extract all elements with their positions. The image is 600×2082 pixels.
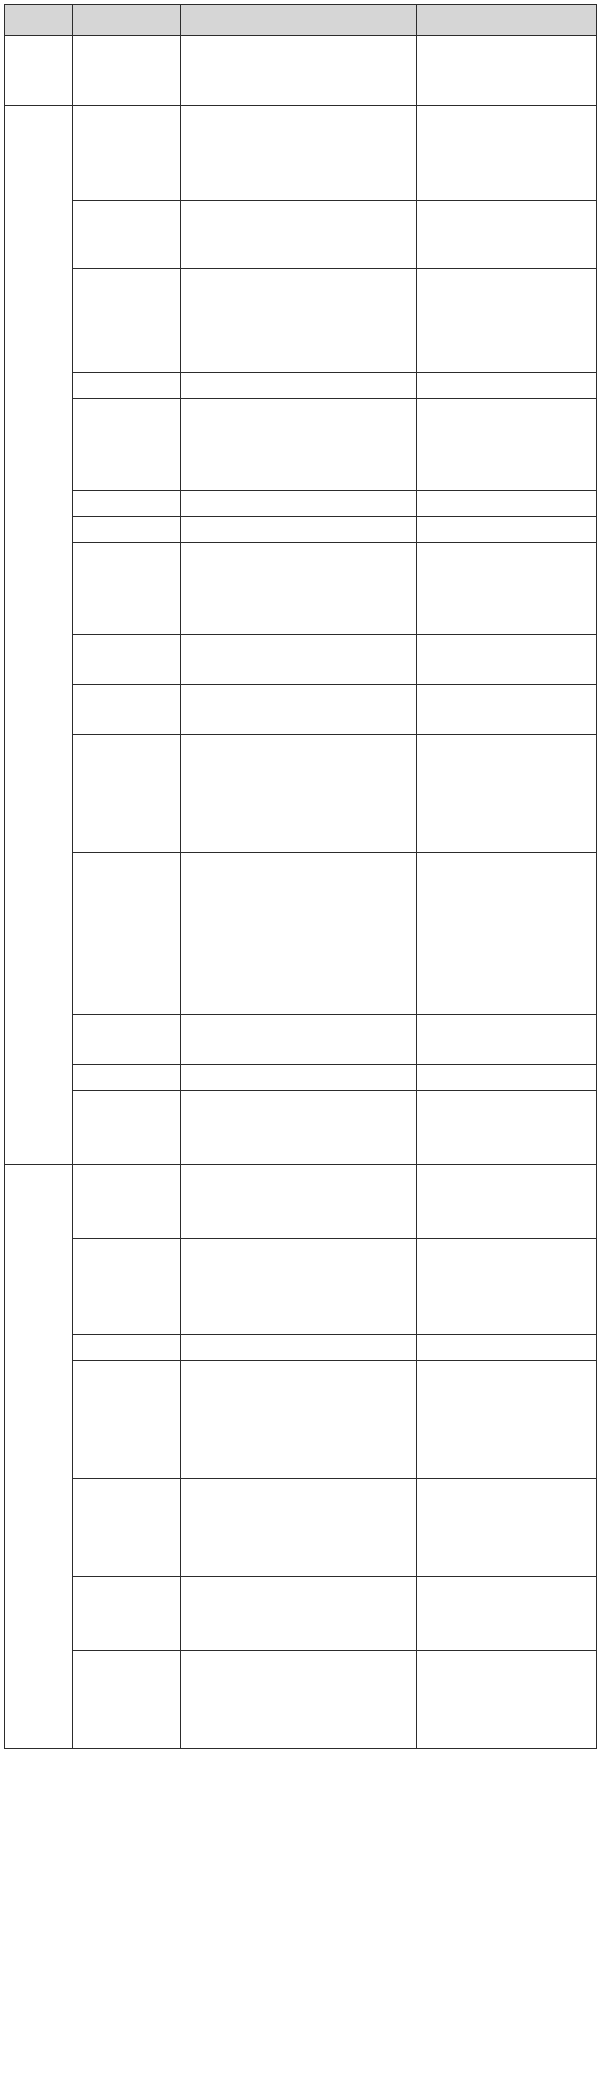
guest-cell [417, 373, 597, 399]
date-cell [5, 1165, 73, 1749]
guest-cell [417, 635, 597, 685]
table-row [5, 1335, 597, 1361]
time-cell [73, 1577, 181, 1651]
table-row [5, 685, 597, 735]
header-content [181, 5, 417, 36]
guest-cell [417, 1361, 597, 1479]
time-cell [73, 735, 181, 853]
guest-cell [417, 491, 597, 517]
guest-cell [417, 201, 597, 269]
content-cell [181, 635, 417, 685]
guest-cell [417, 1165, 597, 1239]
time-cell [73, 685, 181, 735]
time-cell [73, 1065, 181, 1091]
table-row [5, 735, 597, 853]
content-cell [181, 491, 417, 517]
time-cell [73, 1165, 181, 1239]
guest-cell [417, 735, 597, 853]
header-date [5, 5, 73, 36]
table-row [5, 1479, 597, 1577]
content-cell [181, 36, 417, 106]
content-cell [181, 269, 417, 373]
content-cell [181, 1239, 417, 1335]
content-cell [181, 106, 417, 201]
time-cell [73, 1239, 181, 1335]
date-cell [5, 36, 73, 106]
table-row [5, 491, 597, 517]
guest-cell [417, 853, 597, 1015]
content-cell [181, 1015, 417, 1065]
guest-cell [417, 1651, 597, 1749]
table-row [5, 1361, 597, 1479]
guest-cell [417, 1335, 597, 1361]
table-row [5, 399, 597, 491]
guest-cell [417, 1239, 597, 1335]
guest-cell [417, 36, 597, 106]
guest-cell [417, 106, 597, 201]
table-row [5, 1165, 597, 1239]
content-cell [181, 201, 417, 269]
date-cell [5, 106, 73, 1165]
guest-cell [417, 543, 597, 635]
time-cell [73, 201, 181, 269]
content-cell [181, 1479, 417, 1577]
content-cell [181, 373, 417, 399]
table-row [5, 1015, 597, 1065]
guest-cell [417, 1577, 597, 1651]
schedule-table [4, 4, 597, 1749]
content-cell [181, 853, 417, 1015]
schedule-body [5, 36, 597, 1749]
time-cell [73, 853, 181, 1015]
content-cell [181, 543, 417, 635]
table-row [5, 269, 597, 373]
time-cell [73, 373, 181, 399]
time-cell [73, 1479, 181, 1577]
time-cell [73, 1651, 181, 1749]
table-row [5, 517, 597, 543]
guest-cell [417, 1479, 597, 1577]
content-cell [181, 685, 417, 735]
content-cell [181, 517, 417, 543]
header-guest [417, 5, 597, 36]
time-cell [73, 399, 181, 491]
guest-cell [417, 1015, 597, 1065]
table-row [5, 1651, 597, 1749]
time-cell [73, 1091, 181, 1165]
time-cell [73, 106, 181, 201]
time-cell [73, 635, 181, 685]
guest-cell [417, 1091, 597, 1165]
table-row [5, 543, 597, 635]
table-row [5, 853, 597, 1015]
guest-cell [417, 269, 597, 373]
content-cell [181, 1091, 417, 1165]
content-cell [181, 1577, 417, 1651]
guest-cell [417, 517, 597, 543]
content-cell [181, 735, 417, 853]
content-cell [181, 1361, 417, 1479]
time-cell [73, 1015, 181, 1065]
table-row [5, 36, 597, 106]
table-row [5, 373, 597, 399]
guest-cell [417, 399, 597, 491]
time-cell [73, 36, 181, 106]
time-cell [73, 1361, 181, 1479]
time-cell [73, 269, 181, 373]
table-row [5, 1577, 597, 1651]
table-row [5, 201, 597, 269]
time-cell [73, 543, 181, 635]
table-row [5, 1239, 597, 1335]
table-row [5, 1091, 597, 1165]
table-row [5, 1065, 597, 1091]
guest-cell [417, 1065, 597, 1091]
content-cell [181, 399, 417, 491]
content-cell [181, 1335, 417, 1361]
content-cell [181, 1065, 417, 1091]
table-row [5, 106, 597, 201]
table-row [5, 635, 597, 685]
content-cell [181, 1651, 417, 1749]
guest-cell [417, 685, 597, 735]
content-cell [181, 1165, 417, 1239]
time-cell [73, 1335, 181, 1361]
header-row [5, 5, 597, 36]
time-cell [73, 517, 181, 543]
time-cell [73, 491, 181, 517]
header-time [73, 5, 181, 36]
